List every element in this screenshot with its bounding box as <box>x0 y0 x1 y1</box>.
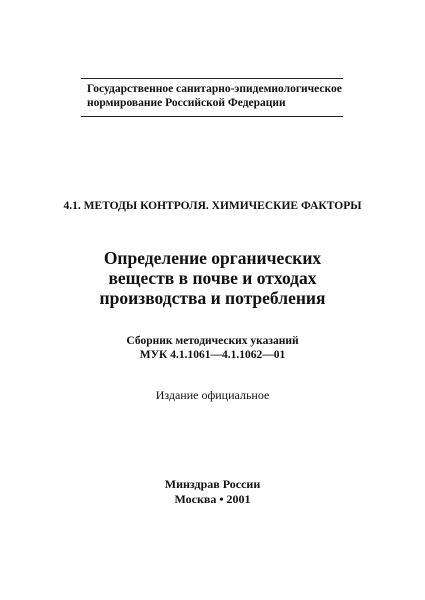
publisher-block <box>0 477 425 507</box>
publisher-place-year: Москва • 2001 <box>174 492 251 506</box>
header-block <box>81 78 343 117</box>
title-line-1: Определение органических <box>103 248 322 268</box>
header-line-1: Государственное санитарно-эпидемиологическое <box>87 83 342 95</box>
publisher-name: Минздрав России <box>164 477 261 491</box>
document-title <box>0 248 425 308</box>
subtitle-line-1: Сборник методических указаний <box>126 335 299 347</box>
section-title: 4.1. МЕТОДЫ КОНТРОЛЯ. ХИМИЧЕСКИЕ ФАКТОРЫ <box>63 200 362 212</box>
document-subtitle <box>0 334 425 362</box>
header-line-2: нормирование Российской Федерации <box>87 97 286 109</box>
edition-note: Издание официальное <box>155 388 270 402</box>
title-line-3: производства и потребления <box>99 288 326 308</box>
title-line-2: веществ в почве и отходах <box>108 268 317 288</box>
subtitle-line-2: МУК 4.1.1061—4.1.1062—01 <box>139 349 286 361</box>
